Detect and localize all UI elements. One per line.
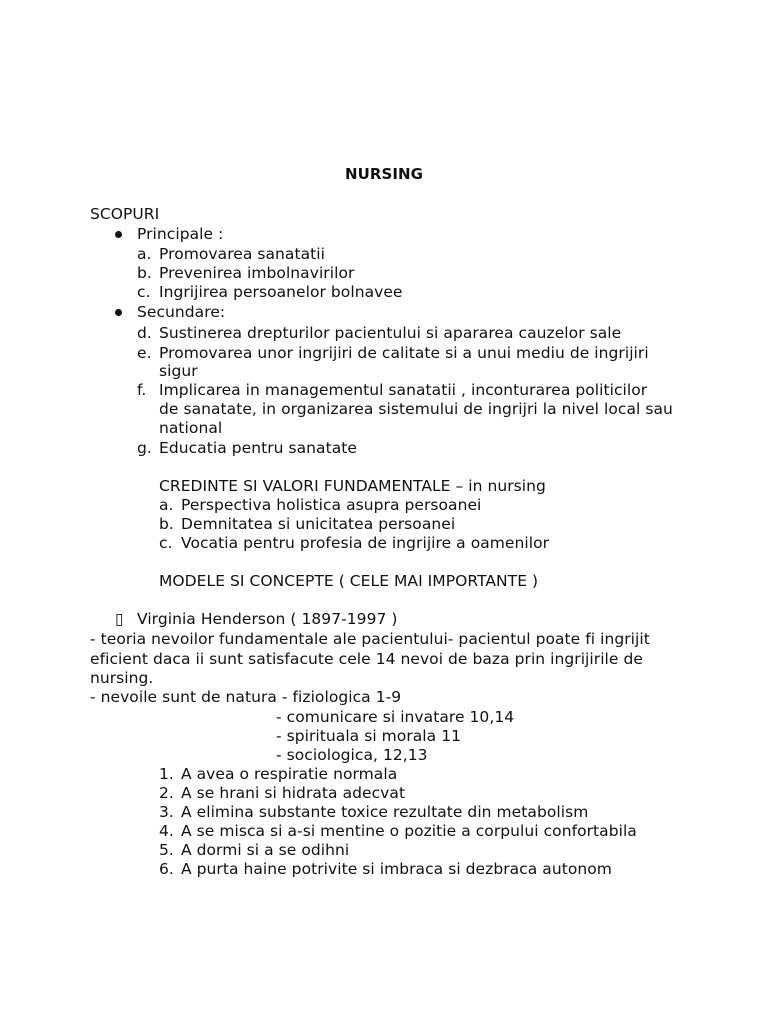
secondary-goal-marker: g. bbox=[137, 439, 152, 457]
secondary-goal-marker: e. bbox=[137, 344, 152, 362]
belief-marker: a. bbox=[159, 496, 174, 514]
belief-marker: b. bbox=[159, 515, 174, 533]
need-marker: 3. bbox=[159, 803, 174, 821]
need-text: A dormi si a se odihni bbox=[181, 841, 350, 859]
primary-goal-text: Prevenirea imbolnavirilor bbox=[159, 264, 355, 282]
needs-nature-line: - spirituala si morala 11 bbox=[276, 727, 462, 745]
need-text: A se misca si a-si mentine o pozitie a corpului confortabila bbox=[181, 822, 637, 840]
belief-text: Demnitatea si unicitatea persoanei bbox=[181, 515, 456, 533]
need-text: A avea o respiratie normala bbox=[181, 765, 398, 783]
henderson-theory-line: - teoria nevoilor fundamentale ale pacientului- pacientul poate fi ingrijit bbox=[90, 630, 650, 648]
need-marker: 5. bbox=[159, 841, 174, 859]
primary-goal-marker: a. bbox=[137, 245, 152, 263]
need-text: A purta haine potrivite si imbraca si dezbraca autonom bbox=[181, 860, 612, 878]
primary-goal-text: Ingrijirea persoanelor bolnavee bbox=[159, 283, 403, 301]
primary-goal-marker: b. bbox=[137, 264, 152, 282]
secondary-goal-marker: d. bbox=[137, 324, 152, 342]
bullet-icon bbox=[115, 231, 122, 238]
secondary-goal-line: Implicarea in managementul sanatatii , inconturarea politicilor bbox=[159, 381, 648, 399]
models-heading: MODELE SI CONCEPTE ( CELE MAI IMPORTANTE ) bbox=[159, 572, 539, 590]
henderson-theory-line: eficient daca ii sunt satisfacute cele 14 nevoi de baza prin ingrijirile de bbox=[90, 650, 643, 668]
secondary-goal-line: national bbox=[159, 419, 223, 437]
secondary-goal-line: Sustinerea drepturilor pacientului si apararea cauzelor sale bbox=[159, 324, 622, 342]
bullet-icon bbox=[115, 309, 122, 316]
need-marker: 4. bbox=[159, 822, 174, 840]
beliefs-heading: CREDINTE SI VALORI FUNDAMENTALE – in nursing bbox=[159, 477, 546, 495]
need-marker: 1. bbox=[159, 765, 174, 783]
secondary-goal-line: Promovarea unor ingrijiri de calitate si a unui mediu de ingrijiri bbox=[159, 344, 649, 362]
need-marker: 6. bbox=[159, 860, 174, 878]
belief-text: Perspectiva holistica asupra persoanei bbox=[181, 496, 482, 514]
secondary-goal-line: sigur bbox=[159, 362, 198, 380]
primary-goals-label: Principale : bbox=[137, 225, 224, 243]
belief-text: Vocatia pentru profesia de ingrijire a oamenilor bbox=[181, 534, 550, 552]
primary-goal-marker: c. bbox=[137, 283, 151, 301]
primary-goal-text: Promovarea sanatatii bbox=[159, 245, 325, 263]
needs-nature-line: - comunicare si invatare 10,14 bbox=[276, 708, 515, 726]
page-title: NURSING bbox=[345, 165, 423, 183]
placeholder-box-icon: ▯ bbox=[115, 610, 124, 628]
goals-heading: SCOPURI bbox=[90, 205, 160, 223]
needs-nature-line: - sociologica, 12,13 bbox=[276, 746, 428, 764]
secondary-goal-marker: f. bbox=[137, 381, 147, 399]
henderson-name: Virginia Henderson ( 1897-1997 ) bbox=[137, 610, 398, 628]
belief-marker: c. bbox=[159, 534, 173, 552]
henderson-theory-line: nursing. bbox=[90, 669, 154, 687]
need-text: A se hrani si hidrata adecvat bbox=[181, 784, 406, 802]
need-marker: 2. bbox=[159, 784, 174, 802]
secondary-goal-line: de sanatate, in organizarea sistemului de ingrijri la nivel local sau bbox=[159, 400, 673, 418]
secondary-goal-line: Educatia pentru sanatate bbox=[159, 439, 357, 457]
secondary-goals-label: Secundare: bbox=[137, 303, 226, 321]
needs-nature-line: - nevoile sunt de natura - fiziologica 1-9 bbox=[90, 688, 402, 706]
need-text: A elimina substante toxice rezultate din metabolism bbox=[181, 803, 589, 821]
